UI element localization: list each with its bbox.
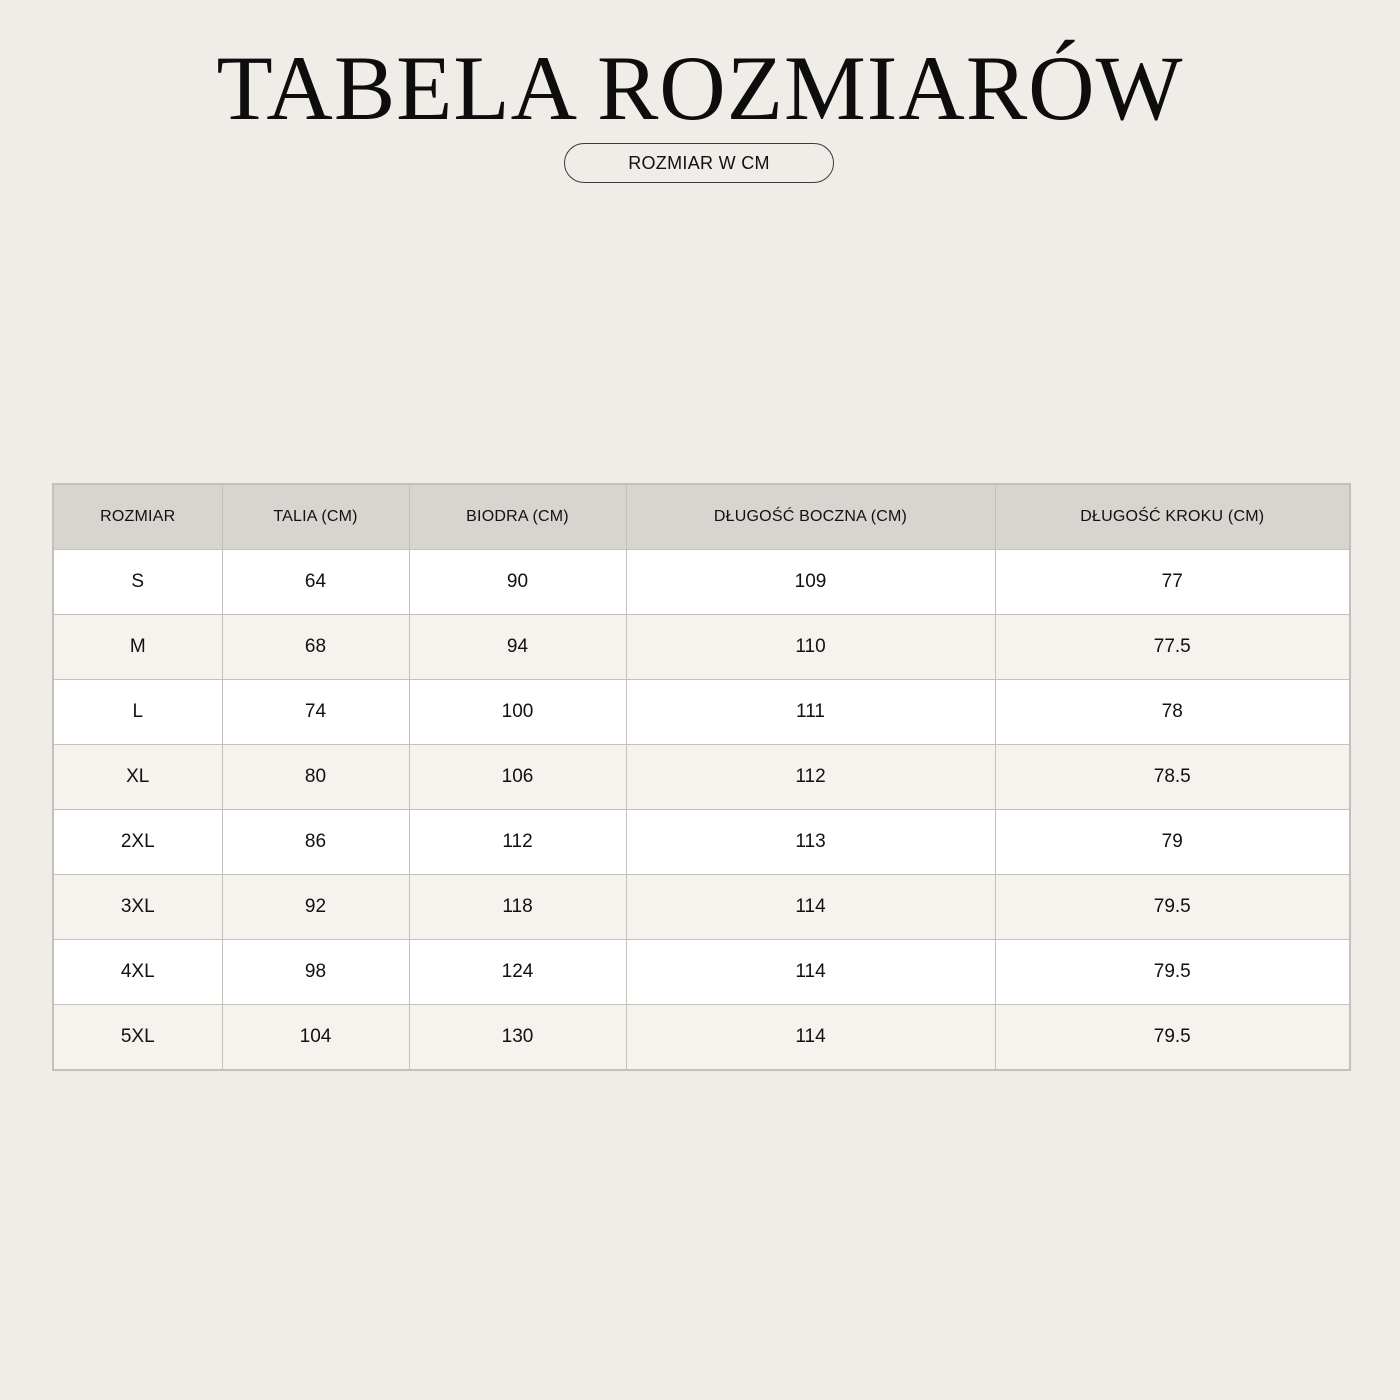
cell-hips: 106 [409, 745, 626, 810]
cell-inseam: 79.5 [995, 1005, 1350, 1071]
cell-size: XL [53, 745, 222, 810]
header-waist: TALIA (CM) [222, 484, 409, 550]
cell-hips: 124 [409, 940, 626, 1005]
header-size: ROZMIAR [53, 484, 222, 550]
cell-hips: 90 [409, 550, 626, 615]
cell-size: 2XL [53, 810, 222, 875]
cell-side-length: 114 [626, 940, 995, 1005]
cell-side-length: 114 [626, 875, 995, 940]
cell-side-length: 111 [626, 680, 995, 745]
cell-size: S [53, 550, 222, 615]
cell-waist: 64 [222, 550, 409, 615]
cell-side-length: 110 [626, 615, 995, 680]
table-header-row [53, 484, 1350, 550]
size-table [52, 483, 1351, 1071]
cell-size: 3XL [53, 875, 222, 940]
cell-size: M [53, 615, 222, 680]
cell-inseam: 78 [995, 680, 1350, 745]
cell-inseam: 77.5 [995, 615, 1350, 680]
page-title: TABELA ROZMIARÓW [216, 37, 1184, 139]
unit-badge-label: ROZMIAR W CM [628, 152, 770, 173]
cell-inseam: 78.5 [995, 745, 1350, 810]
cell-side-length: 112 [626, 745, 995, 810]
cell-hips: 130 [409, 1005, 626, 1071]
cell-inseam: 79.5 [995, 875, 1350, 940]
cell-inseam: 79 [995, 810, 1350, 875]
cell-hips: 100 [409, 680, 626, 745]
table-row [53, 745, 1350, 810]
table-row [53, 810, 1350, 875]
cell-waist: 92 [222, 875, 409, 940]
cell-size: 5XL [53, 1005, 222, 1071]
header-hips: BIODRA (CM) [409, 484, 626, 550]
cell-side-length: 114 [626, 1005, 995, 1071]
cell-waist: 98 [222, 940, 409, 1005]
cell-side-length: 109 [626, 550, 995, 615]
size-table-container [52, 483, 1349, 1071]
cell-hips: 112 [409, 810, 626, 875]
cell-inseam: 77 [995, 550, 1350, 615]
table-row [53, 680, 1350, 745]
cell-waist: 68 [222, 615, 409, 680]
cell-waist: 80 [222, 745, 409, 810]
cell-waist: 86 [222, 810, 409, 875]
table-row [53, 940, 1350, 1005]
cell-hips: 118 [409, 875, 626, 940]
cell-size: L [53, 680, 222, 745]
header-inseam: DŁUGOŚĆ KROKU (CM) [995, 484, 1350, 550]
cell-inseam: 79.5 [995, 940, 1350, 1005]
cell-side-length: 113 [626, 810, 995, 875]
cell-hips: 94 [409, 615, 626, 680]
table-row [53, 550, 1350, 615]
header-side-length: DŁUGOŚĆ BOCZNA (CM) [626, 484, 995, 550]
table-row [53, 875, 1350, 940]
cell-waist: 104 [222, 1005, 409, 1071]
cell-waist: 74 [222, 680, 409, 745]
table-row [53, 1005, 1350, 1071]
cell-size: 4XL [53, 940, 222, 1005]
unit-badge [564, 143, 834, 183]
table-row [53, 615, 1350, 680]
